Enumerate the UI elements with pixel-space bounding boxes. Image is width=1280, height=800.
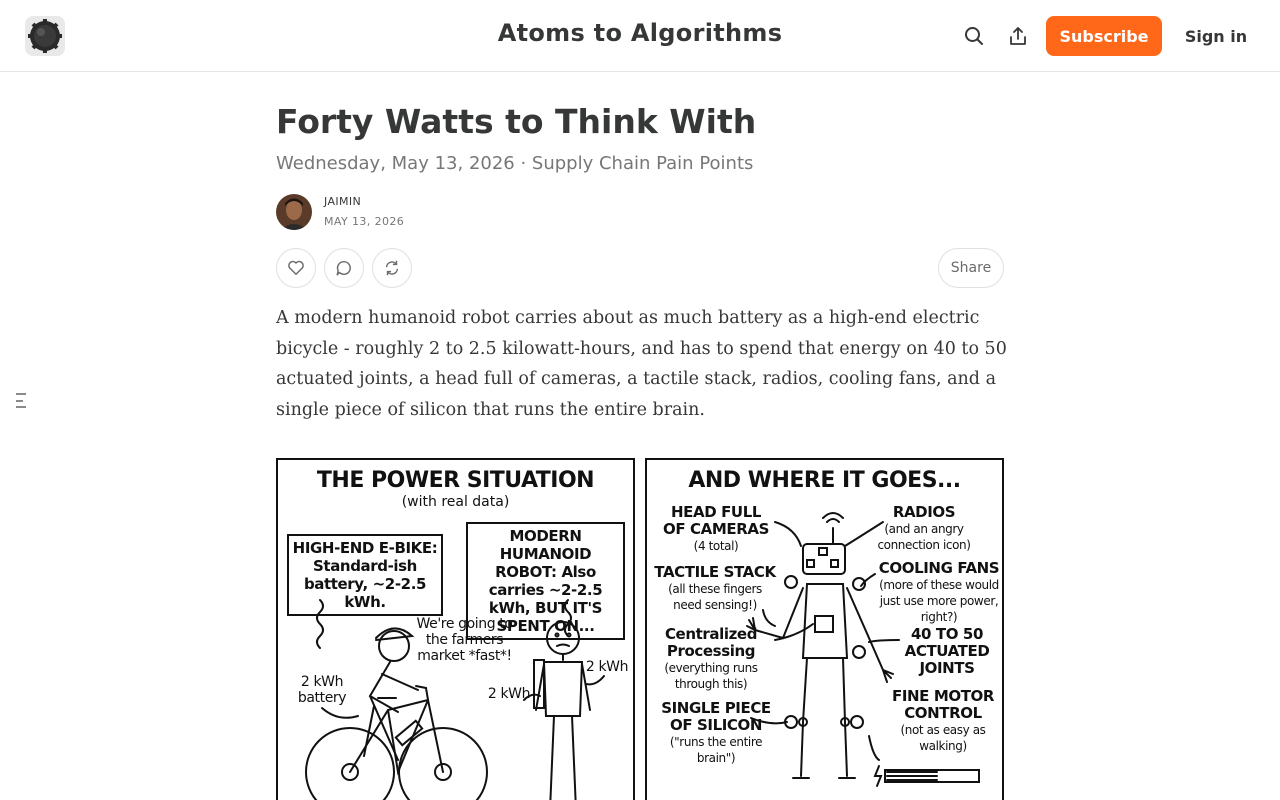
panel-subtitle: (with real data) (401, 494, 510, 510)
site-header (0, 0, 1280, 72)
label-fans-note: (more of these would just use more power, right?) (879, 578, 999, 624)
panel-title: THE POWER SITUATION (316, 468, 595, 493)
restack-button[interactable] (372, 248, 412, 288)
label-cameras-note: (4 total) (693, 539, 739, 553)
comment-icon (335, 259, 353, 277)
label-radios-note: (and an angry connection icon) (877, 522, 971, 552)
sign-in-button[interactable]: Sign in (1184, 26, 1248, 46)
author-avatar[interactable] (276, 194, 312, 230)
panel-title: AND WHERE IT GOES... (688, 468, 961, 493)
bike-and-robot-drawing (278, 460, 635, 800)
gear-logo-icon (27, 18, 63, 54)
post-subtitle: Wednesday, May 13, 2026 · Supply Chain Pain Points (276, 153, 754, 174)
author-name[interactable]: JAIMIN (324, 195, 362, 208)
bike-battery-label: 2 kWh battery (297, 674, 347, 706)
heart-icon (287, 259, 305, 277)
robot-battery-label-left: 2 kWh (487, 686, 531, 702)
ebike-caption-box: HIGH-END E-BIKE: Standard-ish battery, ~2-2.5 kWh. (287, 534, 443, 616)
comic-illustration[interactable] (276, 458, 1004, 800)
search-icon[interactable] (962, 24, 986, 48)
comment-button[interactable] (324, 248, 364, 288)
label-silicon-note: ("runs the entire brain") (669, 735, 763, 765)
label-centralized: Centralized Processing (664, 625, 758, 660)
subscribe-button[interactable]: Subscribe (1046, 16, 1162, 56)
restack-icon (383, 259, 401, 277)
label-tactile: TACTILE STACK (654, 563, 776, 581)
robot-caption-box: MODERN HUMANOID ROBOT: Also carries ~2-2.5 kWh, BUT IT'S SPENT ON... (466, 522, 625, 640)
label-motor: FINE MOTOR CONTROL (891, 687, 995, 722)
label-radios: RADIOS (892, 503, 956, 521)
table-of-contents-icon[interactable] (14, 392, 30, 410)
publication-title[interactable]: Atoms to Algorithms (497, 19, 783, 47)
share-icon[interactable] (1006, 24, 1030, 48)
post-title: Forty Watts to Think With (276, 102, 757, 141)
label-fans: COOLING FANS (878, 559, 1000, 577)
label-cameras: HEAD FULL OF CAMERAS (663, 503, 769, 538)
comic-panel-where-it-goes (645, 458, 1004, 800)
label-tactile-note: (all these fingers need sensing!) (668, 582, 762, 612)
speech-bubble-text: We're going to the farmers market *fast*! (416, 616, 513, 664)
label-joints: 40 TO 50 ACTUATED JOINTS (904, 625, 990, 677)
post-date: MAY 13, 2026 (324, 215, 405, 228)
label-centralized-note: (everything runs through this) (664, 661, 758, 691)
robot-diagram-drawing (647, 460, 1004, 800)
label-silicon: SINGLE PIECE OF SILICON (661, 699, 771, 734)
share-button[interactable]: Share (938, 248, 1004, 288)
comic-panel-power-situation (276, 458, 635, 800)
post-body-paragraph: A modern humanoid robot carries about as much battery as a high-end electric bicycle - roughly 2 to 2.5 kilowatt-hours, and has to spend that energy on 40 to 50 actuated joints, a head full of cameras, a tactile stack, radios, cooling fans, and a single piece of silicon that runs the entire brain. (276, 308, 1007, 420)
like-button[interactable] (276, 248, 316, 288)
robot-battery-label-right: 2 kWh (585, 659, 629, 675)
label-motor-note: (not as easy as walking) (900, 723, 986, 753)
publication-logo[interactable] (25, 16, 65, 56)
